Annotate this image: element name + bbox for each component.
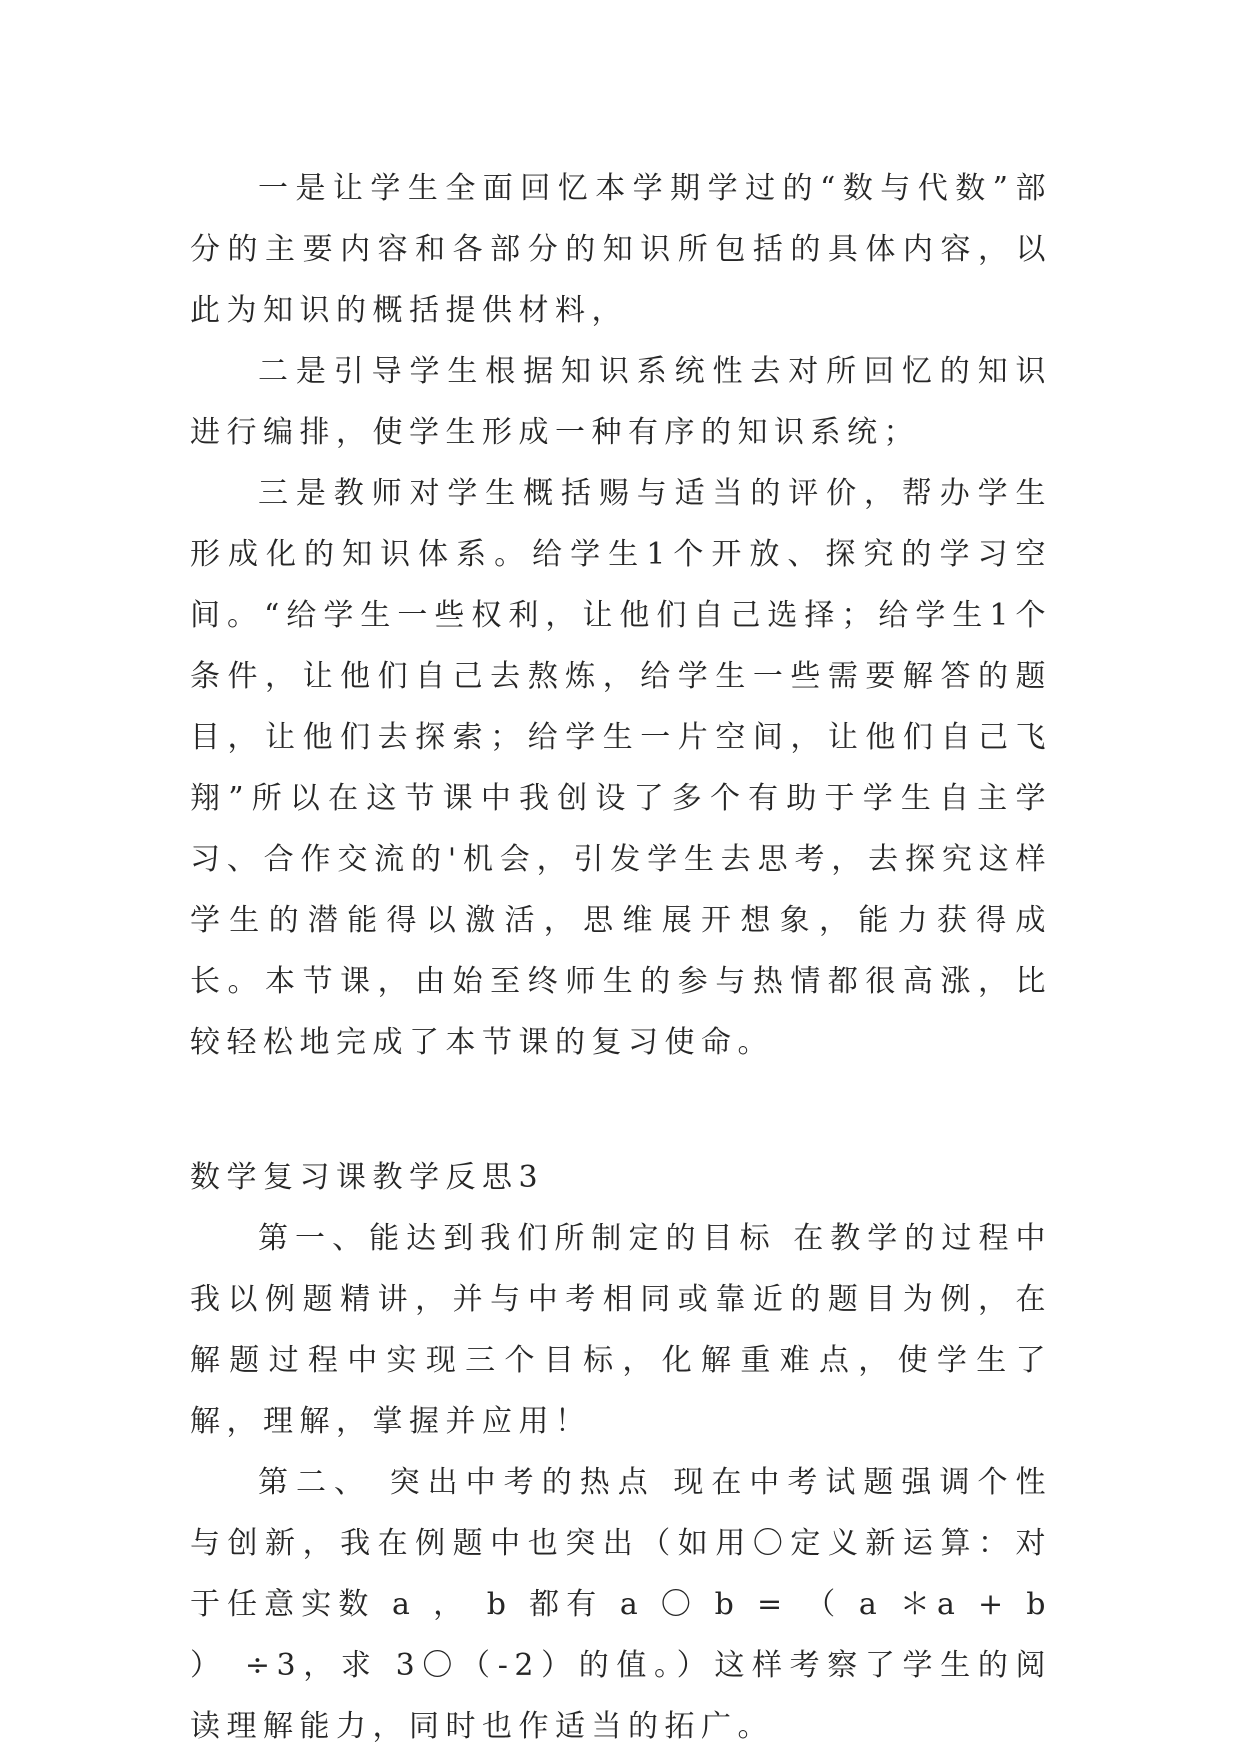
paragraph-review-goal-1: 一是让学生全面回忆本学期学过的“数与代数”部分的主要内容和各部分的知识所包括的具体内容，以此为知识的概括提供材料， bbox=[190, 171, 1052, 328]
document-body bbox=[190, 158, 1052, 1757]
paragraph-second-point: 第二、 突出中考的热点 现在中考试题强调个性与创新，我在例题中也突出（如用〇定义新运算：对于任意实数 a ， b 都有 a 〇 b = （ a ＊a + b ） ÷3，求 3〇（-2）的值。）这样考察了学生的阅读理解能力，同时也作适当的拓广。 bbox=[190, 1465, 1052, 1744]
section-title: 数学复习课教学反思3 bbox=[190, 1160, 545, 1195]
paragraph-first-point: 第一、能达到我们所制定的目标 在教学的过程中我以例题精讲，并与中考相同或靠近的题目为例，在解题过程中实现三个目标，化解重难点，使学生了解，理解，掌握并应用！ bbox=[190, 1221, 1052, 1439]
paragraph-review-goal-2: 二是引导学生根据知识系统性去对所回忆的知识进行编排，使学生形成一种有序的知识系统； bbox=[190, 354, 1052, 450]
paragraph-review-goal-3: 三是教师对学生概括赐与适当的评价，帮办学生形成化的知识体系。给学生1个开放、探究的学习空间。“给学生一些权利，让他们自己选择；给学生1个条件，让他们自己去熬炼，给学生一些需要解答的题目，让他们去探索；给学生一片空间，让他们自己飞翔”所以在这节课中我创设了多个有助于学生自主学习、合作交流的'机会，引发学生去思考，去探究这样学生的潜能得以激活，思维展开想象，能力获得成长。本节课，由始至终师生的参与热情都很高涨，比较轻松地完成了本节课的复习使命。 bbox=[190, 476, 1052, 1060]
